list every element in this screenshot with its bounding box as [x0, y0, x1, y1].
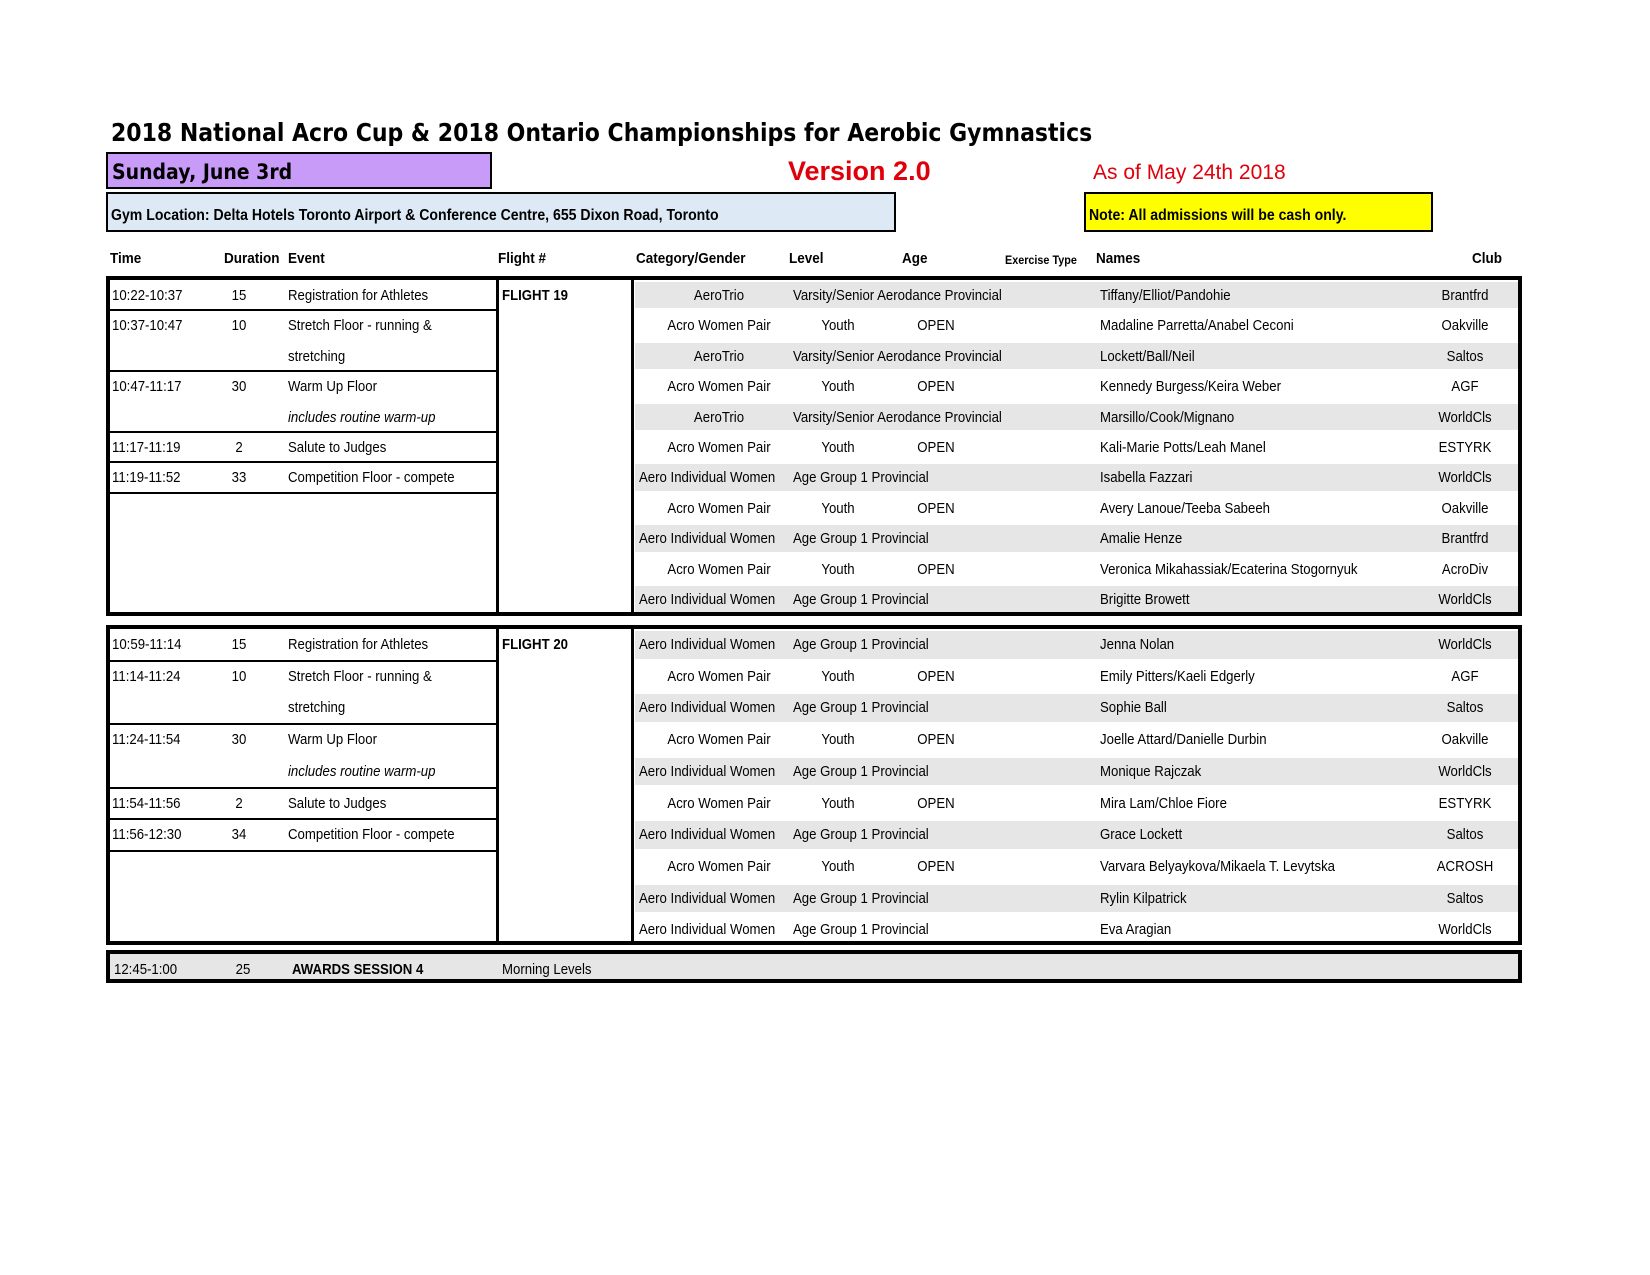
column-divider [496, 629, 499, 941]
entry-club: WorldCls [1438, 921, 1492, 939]
location-banner [106, 192, 896, 232]
entry-club: ACROSH [1436, 857, 1494, 875]
header-age: Age [902, 250, 928, 267]
date-label: Sunday, June 3rd [112, 160, 293, 184]
entry-club: ESTYRK [1438, 439, 1492, 456]
entry-level: Youth [821, 667, 855, 685]
schedule-time: 11:56-12:30 [112, 826, 182, 844]
awards-flight: Morning Levels [502, 961, 592, 978]
header-club: Club [1472, 250, 1502, 267]
header-names: Names [1096, 250, 1141, 267]
entry-category: Acro Women Pair [667, 560, 771, 578]
entry-club: AGF [1451, 667, 1479, 685]
entry-level: Varsity/Senior Aerodance Provincial [793, 287, 1002, 304]
entry-age: OPEN [917, 378, 955, 396]
schedule-event: Stretch Floor - running & [288, 317, 432, 335]
entry-level: Youth [821, 731, 855, 749]
flight-number: FLIGHT 20 [502, 636, 569, 653]
header-duration: Duration [224, 250, 280, 267]
schedule-duration: 30 [231, 731, 247, 749]
entry-category: Acro Women Pair [667, 439, 771, 456]
entry-names: Brigitte Browett [1100, 591, 1190, 608]
entry-level: Age Group 1 Provincial [793, 591, 929, 608]
entry-category: Acro Women Pair [667, 317, 771, 335]
schedule-event-line2: stretching [288, 699, 346, 717]
entry-category: Aero Individual Women [639, 591, 776, 608]
date-banner [106, 152, 492, 189]
entry-level: Youth [821, 857, 855, 875]
entry-club: Saltos [1446, 699, 1484, 717]
flight-number: FLIGHT 19 [502, 287, 569, 304]
entry-club: WorldCls [1438, 469, 1492, 487]
entry-names: Kennedy Burgess/Keira Weber [1100, 378, 1281, 396]
entry-category: Acro Women Pair [667, 499, 771, 517]
entry-category: AeroTrio [693, 408, 745, 426]
schedule-duration: 10 [231, 317, 247, 335]
entry-club: WorldCls [1438, 591, 1492, 608]
header-level: Level [789, 250, 824, 267]
schedule-event: Competition Floor - compete [288, 826, 455, 844]
schedule-duration: 2 [235, 794, 243, 812]
entry-category: Acro Women Pair [667, 667, 771, 685]
entry-category: Aero Individual Women [639, 921, 776, 939]
flight-block [106, 276, 1522, 616]
entry-age: OPEN [917, 499, 955, 517]
schedule-time: 11:14-11:24 [112, 667, 181, 685]
schedule-time: 10:37-10:47 [112, 317, 183, 335]
entry-names: Varvara Belyaykova/Mikaela T. Levytska [1100, 857, 1336, 875]
entry-level: Age Group 1 Provincial [793, 889, 929, 907]
awards-duration: 25 [235, 961, 251, 978]
schedule-divider [110, 461, 496, 463]
entry-names: Grace Lockett [1100, 826, 1183, 844]
entry-names: Emily Pitters/Kaeli Edgerly [1100, 667, 1255, 685]
entry-names: Joelle Attard/Danielle Durbin [1100, 731, 1267, 749]
entry-names: Marsillo/Cook/Mignano [1100, 408, 1235, 426]
schedule-time: 11:24-11:54 [112, 731, 181, 749]
entry-names: Veronica Mikahassiak/Ecaterina Stogornyuk [1100, 560, 1358, 578]
page-title: 2018 National Acro Cup & 2018 Ontario Championships for Aerobic Gymnastics [111, 118, 1093, 147]
header-time: Time [110, 250, 142, 267]
entry-category: AeroTrio [693, 287, 745, 304]
entry-level: Youth [821, 439, 855, 456]
entry-age: OPEN [917, 560, 955, 578]
entry-names: Kali-Marie Potts/Leah Manel [1100, 439, 1266, 456]
entry-age: OPEN [917, 731, 955, 749]
schedule-divider [110, 723, 496, 725]
schedule-divider [110, 787, 496, 789]
schedule-divider [110, 370, 496, 372]
entry-names: Sophie Ball [1100, 699, 1167, 717]
awards-time: 12:45-1:00 [114, 961, 178, 978]
entry-category: AeroTrio [693, 347, 745, 365]
entry-level: Youth [821, 794, 855, 812]
schedule-event: Warm Up Floor [288, 731, 377, 749]
entry-club: Saltos [1446, 889, 1484, 907]
entry-level: Youth [821, 378, 855, 396]
entry-category: Aero Individual Women [639, 636, 776, 653]
entry-level: Age Group 1 Provincial [793, 699, 929, 717]
schedule-divider [110, 431, 496, 433]
header-flight: Flight # [498, 250, 546, 267]
schedule-divider [110, 660, 496, 662]
schedule-event: Registration for Athletes [288, 287, 429, 304]
schedule-event-line2: stretching [288, 347, 346, 365]
awards-event: AWARDS SESSION 4 [292, 961, 424, 978]
entry-names: Amalie Henze [1100, 530, 1183, 548]
entry-age: OPEN [917, 857, 955, 875]
schedule-event: Registration for Athletes [288, 636, 429, 653]
entry-level: Youth [821, 499, 855, 517]
entry-club: Saltos [1446, 826, 1484, 844]
entry-category: Aero Individual Women [639, 889, 776, 907]
schedule-divider [110, 850, 496, 852]
schedule-event: Competition Floor - compete [288, 469, 455, 487]
flight-block [106, 625, 1522, 945]
entry-category: Acro Women Pair [667, 794, 771, 812]
entry-age: OPEN [917, 794, 955, 812]
entry-club: WorldCls [1438, 408, 1492, 426]
entry-category: Aero Individual Women [639, 826, 776, 844]
entry-age: OPEN [917, 317, 955, 335]
schedule-duration: 34 [231, 826, 247, 844]
entry-names: Avery Lanoue/Teeba Sabeeh [1100, 499, 1271, 517]
entry-level: Age Group 1 Provincial [793, 636, 929, 653]
entry-club: Saltos [1446, 347, 1484, 365]
entry-names: Mira Lam/Chloe Fiore [1100, 794, 1227, 812]
schedule-event: Salute to Judges [288, 794, 387, 812]
entry-age: OPEN [917, 667, 955, 685]
schedule-time: 11:19-11:52 [112, 469, 181, 487]
version-label: Version 2.0 [788, 156, 931, 186]
entry-club: AGF [1451, 378, 1479, 396]
schedule-event: Salute to Judges [288, 439, 387, 456]
location-label: Gym Location: Delta Hotels Toronto Airport & Conference Centre, 655 Dixon Road, Toronto [111, 207, 719, 224]
schedule-time: 11:17-11:19 [112, 439, 181, 456]
entry-category: Aero Individual Women [639, 762, 776, 780]
schedule-divider [110, 309, 496, 311]
as-of-date: As of May 24th 2018 [1093, 161, 1286, 184]
entry-names: Eva Aragian [1100, 921, 1172, 939]
column-divider [631, 629, 634, 941]
entry-club: Brantfrd [1441, 530, 1489, 548]
schedule-time: 10:59-11:14 [112, 636, 182, 653]
entry-names: Madaline Parretta/Anabel Ceconi [1100, 317, 1294, 335]
entry-club: Oakville [1441, 317, 1489, 335]
schedule-duration: 2 [235, 439, 243, 456]
entry-level: Youth [821, 560, 855, 578]
entry-names: Lockett/Ball/Neil [1100, 347, 1195, 365]
awards-row [106, 950, 1522, 983]
entry-club: Oakville [1441, 731, 1489, 749]
entry-level: Age Group 1 Provincial [793, 762, 929, 780]
schedule-duration: 33 [231, 469, 247, 487]
entry-club: WorldCls [1438, 636, 1492, 653]
entry-age: OPEN [917, 439, 955, 456]
schedule-event-line2: includes routine warm-up [288, 762, 436, 780]
entry-names: Tiffany/Elliot/Pandohie [1100, 287, 1231, 304]
entry-category: Aero Individual Women [639, 469, 776, 487]
entry-level: Youth [821, 317, 855, 335]
entry-club: AcroDiv [1441, 560, 1489, 578]
entry-club: Oakville [1441, 499, 1489, 517]
note-banner [1084, 192, 1433, 232]
schedule-time: 11:54-11:56 [112, 794, 181, 812]
entry-level: Age Group 1 Provincial [793, 469, 929, 487]
entry-names: Rylin Kilpatrick [1100, 889, 1187, 907]
entry-category: Acro Women Pair [667, 378, 771, 396]
entry-category: Acro Women Pair [667, 857, 771, 875]
entry-level: Varsity/Senior Aerodance Provincial [793, 408, 1002, 426]
schedule-event-line2: includes routine warm-up [288, 408, 436, 426]
schedule-event: Stretch Floor - running & [288, 667, 432, 685]
entry-category: Aero Individual Women [639, 699, 776, 717]
schedule-duration: 30 [231, 378, 247, 396]
entry-category: Acro Women Pair [667, 731, 771, 749]
entry-club: Brantfrd [1441, 287, 1489, 304]
entry-level: Age Group 1 Provincial [793, 921, 929, 939]
entry-level: Age Group 1 Provincial [793, 530, 929, 548]
schedule-time: 10:22-10:37 [112, 287, 183, 304]
entry-club: WorldCls [1438, 762, 1492, 780]
schedule-duration: 15 [231, 287, 247, 304]
header-category: Category/Gender [636, 250, 746, 267]
schedule-duration: 15 [231, 636, 247, 653]
header-event: Event [288, 250, 325, 267]
entry-level: Varsity/Senior Aerodance Provincial [793, 347, 1002, 365]
note-label: Note: All admissions will be cash only. [1089, 207, 1347, 224]
schedule-time: 10:47-11:17 [112, 378, 182, 396]
schedule-divider [110, 492, 496, 494]
entry-names: Jenna Nolan [1100, 636, 1175, 653]
column-divider [496, 280, 499, 612]
column-divider [631, 280, 634, 612]
header-exercise-type: Exercise Type [1005, 253, 1077, 267]
schedule-event: Warm Up Floor [288, 378, 377, 396]
schedule-divider [110, 818, 496, 820]
entry-level: Age Group 1 Provincial [793, 826, 929, 844]
schedule-duration: 10 [231, 667, 247, 685]
entry-names: Monique Rajczak [1100, 762, 1202, 780]
entry-club: ESTYRK [1438, 794, 1492, 812]
entry-category: Aero Individual Women [639, 530, 776, 548]
entry-names: Isabella Fazzari [1100, 469, 1193, 487]
